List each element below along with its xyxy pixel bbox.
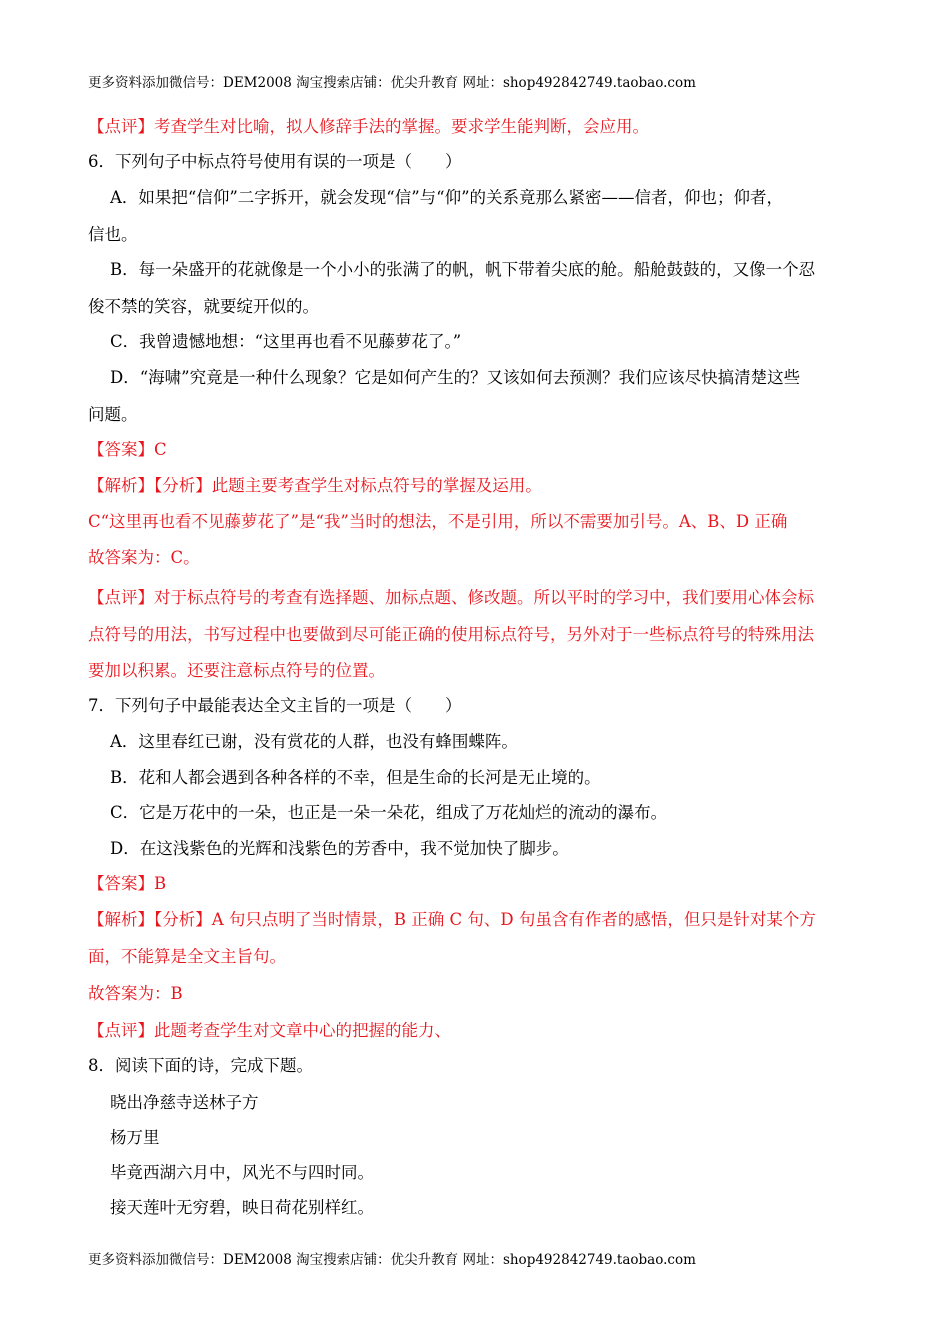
option-b: B．每一朵盛开的花就像是一个小小的张满了的帆，帆下带着尖底的舱。船舱鼓鼓的，又像一个忍 — [110, 260, 816, 279]
option-d-cont: 问题。 — [88, 405, 138, 424]
poem-title: 晓出净慈寺送林子方 — [110, 1093, 259, 1112]
comment-line: 【点评】此题考查学生对文章中心的把握的能力、 — [88, 1021, 451, 1040]
page-footer: 更多资料添加微信号：DEM2008 淘宝搜索店铺：优尖升教育 网址：shop492842749.taobao.com — [88, 1252, 696, 1268]
option-c: C．它是万花中的一朵，也正是一朵一朵花，组成了万花灿烂的流动的瀑布。 — [110, 803, 668, 822]
conclusion-line: 故答案为：C。 — [88, 548, 200, 567]
option-b: B．花和人都会遇到各种各样的不幸，但是生命的长河是无止境的。 — [110, 768, 601, 787]
comment-line-cont: 要加以积累。还要注意标点符号的位置。 — [88, 661, 385, 680]
option-a: A．这里春红已谢，没有赏花的人群，也没有蜂围蝶阵。 — [110, 732, 518, 751]
option-c: C．我曾遗憾地想：“这里再也看不见藤萝花了。” — [110, 332, 462, 351]
option-d: D．“海啸”究竟是一种什么现象？它是如何产生的？又该如何去预测？我们应该尽快搞清楚这些 — [110, 368, 801, 387]
answer-line: 【答案】C — [88, 440, 167, 459]
page-header: 更多资料添加微信号：DEM2008 淘宝搜索店铺：优尖升教育 网址：shop492842749.taobao.com — [88, 75, 696, 91]
analysis-line: 【解析】【分析】此题主要考查学生对标点符号的掌握及运用。 — [88, 476, 542, 495]
question-7: 7．下列句子中最能表达全文主旨的一项是（ ） — [88, 696, 462, 715]
comment-line: 【点评】对于标点符号的考查有选择题、加标点题、修改题。所以平时的学习中，我们要用心体会标 — [88, 588, 814, 607]
poem-author: 杨万里 — [110, 1128, 160, 1147]
option-a-cont: 信也。 — [88, 225, 138, 244]
question-8: 8．阅读下面的诗，完成下题。 — [88, 1056, 313, 1075]
comment-line: 【点评】考查学生对比喻，拟人修辞手法的掌握。要求学生能判断，会应用。 — [88, 117, 649, 136]
analysis-line-cont: 面，不能算是全文主旨句。 — [88, 947, 286, 966]
analysis-line: 【解析】【分析】A 句只点明了当时情景，B 正确 C 句、D 句虽含有作者的感悟，但只是针对某个方 — [88, 910, 816, 929]
answer-line: 【答案】B — [88, 874, 167, 893]
option-d: D．在这浅紫色的光辉和浅紫色的芳香中，我不觉加快了脚步。 — [110, 839, 569, 858]
question-6: 6．下列句子中标点符号使用有误的一项是（ ） — [88, 152, 462, 171]
analysis-detail: C“这里再也看不见藤萝花了”是“我”当时的想法，不是引用，所以不需要加引号。A、B、D 正确 — [88, 512, 788, 531]
poem-line-2: 接天莲叶无穷碧，映日荷花别样红。 — [110, 1198, 374, 1217]
poem-line-1: 毕竟西湖六月中，风光不与四时同。 — [110, 1163, 374, 1182]
option-b-cont: 俊不禁的笑容，就要绽开似的。 — [88, 297, 319, 316]
option-a: A．如果把“信仰”二字拆开，就会发现“信”与“仰”的关系竟那么紧密——信者，仰也；仰者， — [110, 188, 784, 207]
comment-line-cont: 点符号的用法，书写过程中也要做到尽可能正确的使用标点符号，另外对于一些标点符号的特殊用法 — [88, 625, 814, 644]
conclusion-line: 故答案为：B — [88, 984, 183, 1003]
